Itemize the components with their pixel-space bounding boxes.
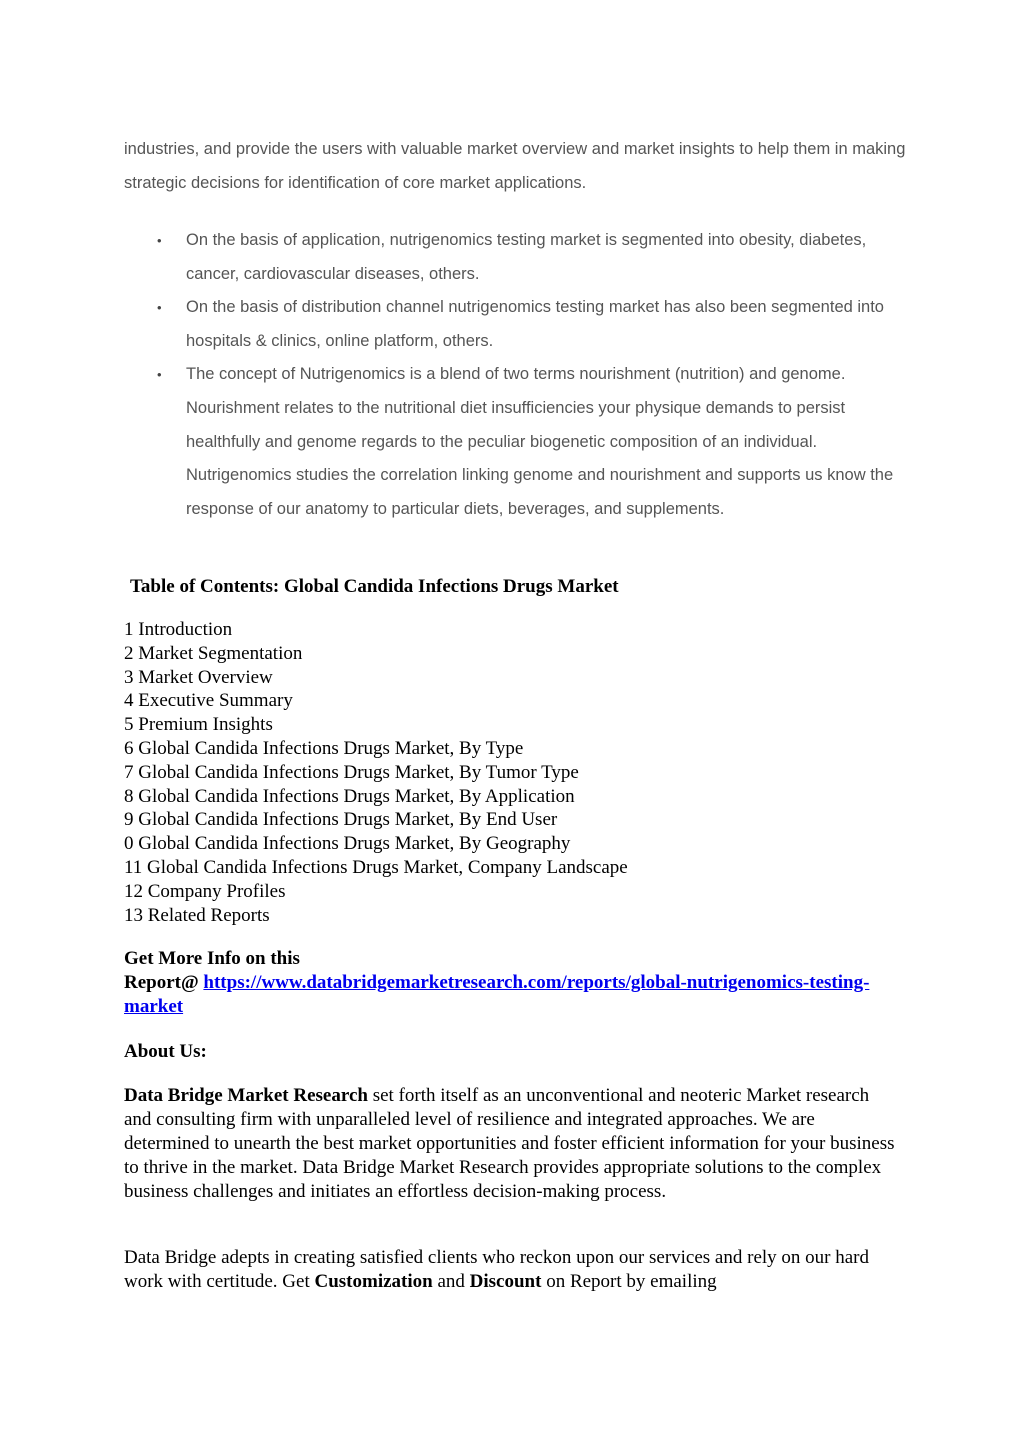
more-info-block (124, 947, 914, 1019)
toc-item: 9 Global Candida Infections Drugs Market, By End User (124, 809, 558, 831)
bullet-text: On the basis of application, nutrigenomics testing market is segmented into obesity, diabetes, cancer, cardiovascular diseases, others. (186, 231, 867, 283)
toc-item: 3 Market Overview (124, 666, 273, 688)
about-paragraph-1 (124, 1084, 899, 1204)
bullet-icon: • (157, 367, 162, 383)
more-info-label: Get More Info on this (124, 948, 300, 969)
toc-list (124, 618, 628, 927)
toc-item: 13 Related Reports (124, 904, 270, 926)
toc-item: 2 Market Segmentation (124, 642, 303, 664)
bullet-item-concept (124, 358, 914, 526)
bullet-list (124, 224, 914, 526)
toc-item: 6 Global Candida Infections Drugs Market, By Type (124, 737, 524, 759)
toc-heading: Table of Contents: Global Candida Infections Drugs Market (130, 576, 619, 597)
bullet-text: The concept of Nutrigenomics is a blend of two terms nourishment (nutrition) and genome. Nourishment relates to the nutritional diet insufficiencies your physique demands to persist healthfully and genome regards to the peculiar biogenetic composition of an individual. Nutrigenomics studies the correlation linking genome and nourishment and supports us know the response of our anatomy to particular diets, beverages, and supplements. (186, 365, 894, 518)
customization-term: Customization (314, 1270, 433, 1292)
report-link[interactable]: https://www.databridgemarketresearch.com/reports/global-nutrigenomics-testing-market (124, 972, 870, 1017)
toc-item: 5 Premium Insights (124, 714, 273, 736)
bullet-item-application (124, 224, 914, 291)
toc-item: 12 Company Profiles (124, 880, 286, 902)
company-name: Data Bridge Market Research (124, 1085, 368, 1106)
about-paragraph-1-text: set forth itself as an unconventional and neoteric Market research and consulting firm with unparalleled level of resilience and integrated approaches. We are determined to unearth the best market opportunities and foster efficient information for your business to thrive in the market. Data Bridge Market Research provides appropriate solutions to the complex business challenges and initiates an effortless decision-making process. (124, 1085, 895, 1202)
about-paragraph-2-start: Data Bridge adepts in creating satisfied clients who reckon upon our services and rely on our hard work with certitude. Get (124, 1247, 869, 1292)
about-paragraph-2 (124, 1246, 904, 1294)
about-paragraph-2-mid: and (432, 1270, 470, 1292)
toc-item: 0 Global Candida Infections Drugs Market, By Geography (124, 833, 571, 855)
bullet-item-distribution (124, 291, 914, 358)
toc-item: 8 Global Candida Infections Drugs Market, By Application (124, 785, 575, 807)
about-heading: About Us: (124, 1041, 207, 1062)
toc-item: 7 Global Candida Infections Drugs Market, By Tumor Type (124, 761, 579, 783)
toc-item: 1 Introduction (124, 619, 233, 640)
toc-item: 4 Executive Summary (124, 690, 293, 712)
discount-term: Discount (469, 1270, 542, 1292)
bullet-icon: • (157, 300, 162, 316)
about-paragraph-2-end: on Report by emailing (541, 1270, 717, 1292)
more-info-report-label: Report@ (124, 972, 199, 993)
intro-paragraph: industries, and provide the users with valuable market overview and market insights to help them in making strategic decisions for identification of core market applications. (124, 140, 906, 192)
toc-item: 11 Global Candida Infections Drugs Market, Company Landscape (124, 856, 628, 878)
bullet-text: On the basis of distribution channel nutrigenomics testing market has also been segmented into hospitals & clinics, online platform, others. (186, 298, 884, 350)
bullet-icon: • (157, 233, 162, 248)
